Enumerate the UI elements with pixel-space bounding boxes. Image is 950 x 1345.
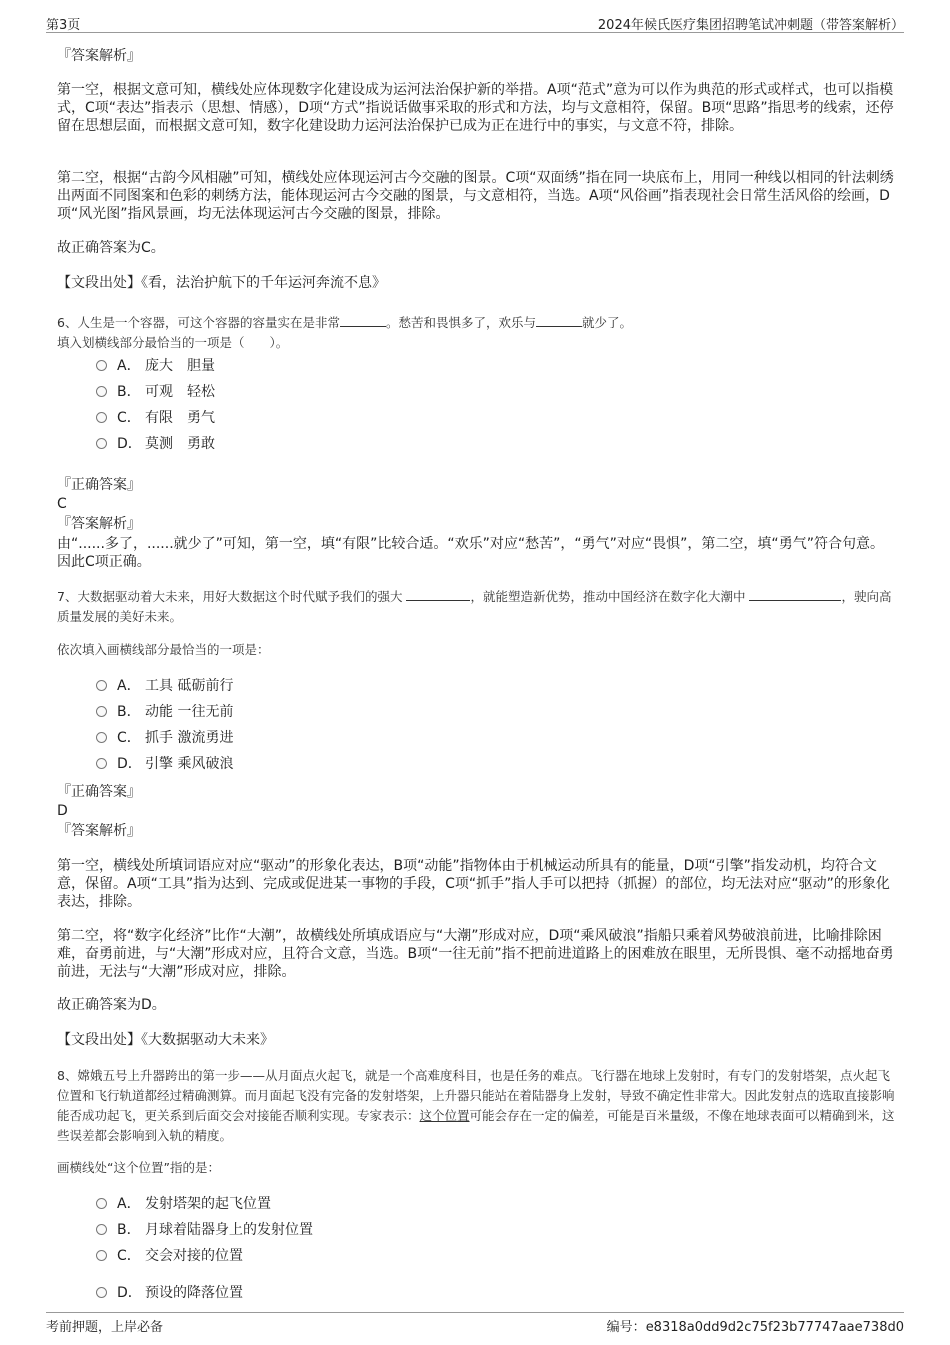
q6-blank-2: [536, 314, 582, 327]
q7-blank-1: [406, 588, 470, 601]
q7-instruction: 依次填入画横线部分最恰当的一项是：: [57, 642, 270, 657]
q8-option-a[interactable]: A． 发射塔架的起飞位置: [96, 1195, 271, 1213]
q5-source: 【文段出处】《看，法治护航下的千年运河奔流不息》: [57, 275, 386, 291]
q6-option-a[interactable]: A． 庞大 胆量: [96, 357, 215, 375]
q8-option-c[interactable]: C． 交会对接的位置: [96, 1247, 243, 1265]
q5-analysis-para2: 第二空，根据“古韵今风相融”可知，横线处应体现运河古今交融的图景。C项“双面绣”指在同一块底布上，用同一种线以相同的针法刺绣出两面不同图案和色彩的刺绣方法，能体现运河古今交融的图景，与文意相符，当选。A项“风俗画”指表现社会日常生活风俗的绘画，D项“风光图”指风景画，均无法体现运河古今交融的图景，排除。: [57, 170, 894, 222]
q7-analysis-label: 『答案解析』: [57, 823, 141, 839]
q7-answer-label: 『正确答案』: [57, 784, 141, 800]
radio-icon[interactable]: [96, 360, 107, 371]
radio-icon[interactable]: [96, 386, 107, 397]
radio-icon[interactable]: [96, 758, 107, 769]
q7-option-a[interactable]: A． 工具 砥砺前行: [96, 677, 233, 695]
q7-option-d[interactable]: D． 引擎 乘风破浪: [96, 755, 233, 773]
radio-icon[interactable]: [96, 1224, 107, 1235]
q8-underlined-phrase: 这个位置: [419, 1108, 470, 1123]
document-code: 编号：e8318a0dd9d2c75f23b77747aae738d0: [606, 1320, 904, 1335]
q7-stem: 7、大数据驱动着大未来，用好大数据这个时代赋予我们的强大 ，就能塑造新优势，推动中国经济在数字化大潮中 ，驶向高质量发展的美好未来。: [57, 589, 892, 624]
radio-icon[interactable]: [96, 1250, 107, 1261]
page-number: 第3页: [46, 18, 81, 33]
page-footer: [46, 1312, 904, 1335]
q6-analysis-label: 『答案解析』: [57, 516, 141, 532]
q6-instruction: 填入划横线部分最恰当的一项是（ ）。: [57, 335, 289, 350]
q6-option-d[interactable]: D． 莫测 勇敢: [96, 435, 215, 453]
q6-answer: C: [57, 496, 67, 512]
document-title: 2024年候氏医疗集团招聘笔试冲刺题（带答案解析）: [597, 18, 904, 33]
radio-icon[interactable]: [96, 412, 107, 423]
q6-answer-label: 『正确答案』: [57, 477, 141, 493]
radio-icon[interactable]: [96, 732, 107, 743]
q6-analysis: 由“......多了，......就少了”可知，第一空，填“有限”比较合适。“欢乐”对应“愁苦”，“勇气”对应“畏惧”，第二空，填“勇气”符合句意。因此C项正确。: [57, 536, 884, 570]
q5-analysis-label: 『答案解析』: [57, 48, 141, 64]
q7-answer: D: [57, 803, 68, 819]
radio-icon[interactable]: [96, 1287, 107, 1298]
radio-icon[interactable]: [96, 680, 107, 691]
q6-blank-1: [340, 314, 386, 327]
q7-source: 【文段出处】《大数据驱动大未来》: [57, 1032, 274, 1048]
q6-stem: 6、人生是一个容器，可这个容器的容量实在是非常 。愁苦和畏惧多了，欢乐与 就少了。: [57, 315, 632, 330]
q7-analysis-para2: 第二空，将“数字化经济”比作“大潮”，故横线处所填成语应与“大潮”形成对应，D项“乘风破浪”指船只乘着风势破浪前进，比喻排除困难，奋勇前进，与“大潮”形成对应，且符合文意，当选。B项“一往无前”指不把前进道路上的困难放在眼里，无所畏惧、毫不动摇地奋勇前进，无法与“大潮”形成对应，排除。: [57, 928, 894, 980]
q7-analysis-para1: 第一空，横线处所填词语应对应“驱动”的形象化表达，B项“动能”指物体由于机械运动所具有的能量，D项“引擎”指发动机，均符合文意，保留。A项“工具”指为达到、完成或促进某一事物的手段，C项“抓手”指人手可以把持（抓握）的部位，均无法对应“驱动”的形象化表达，排除。: [57, 858, 890, 910]
q5-analysis-para1: 第一空，根据文意可知，横线处应体现数字化建设成为运河法治保护新的举措。A项“范式”意为可以作为典范的形式或样式，也可以指模式，C项“表达”指表示（思想、情感），D项“方式”指说话做事采取的形式和方法，均与文意相符，保留。B项“思路”指思考的线索，还停留在思想层面，而根据文意可知，数字化建设助力运河法治保护已成为正在进行中的事实，与文意不符，排除。: [57, 82, 894, 134]
q7-option-b[interactable]: B． 动能 一往无前: [96, 703, 233, 721]
q8-stem: 8、嫦娥五号上升器跨出的第一步——从月面点火起飞，就是一个高难度科目，也是任务的难点。飞行器在地球上发射时，有专门的发射塔架，点火起飞位置和飞行轨道都经过精确测算。而月面起飞没有完备的发射塔架，上升器只能站在着陆器身上发射，导致不确定性非常大。因此发射点的选取直接影响能否成功起飞，更关系到后面交会对接能否顺利实现。专家表示：这个位置可能会存在一定的偏差，可能是百米量级，不像在地球表面可以精确到米，这些误差都会影响到入轨的精度。: [57, 1068, 895, 1143]
q8-option-b[interactable]: B． 月球着陆器身上的发射位置: [96, 1221, 313, 1239]
radio-icon[interactable]: [96, 438, 107, 449]
footer-slogan: 考前押题，上岸必备: [46, 1320, 164, 1335]
q8-option-d[interactable]: D． 预设的降落位置: [96, 1284, 243, 1302]
q6-option-c[interactable]: C． 有限 勇气: [96, 409, 215, 427]
q8-instruction: 画横线处“这个位置”指的是：: [57, 1160, 220, 1175]
page-header: [46, 12, 904, 33]
q5-conclusion: 故正确答案为C。: [57, 240, 165, 256]
q6-option-b[interactable]: B． 可观 轻松: [96, 383, 215, 401]
q7-conclusion: 故正确答案为D。: [57, 997, 166, 1013]
radio-icon[interactable]: [96, 1198, 107, 1209]
q7-option-c[interactable]: C． 抓手 激流勇进: [96, 729, 233, 747]
radio-icon[interactable]: [96, 706, 107, 717]
q7-blank-2: [749, 588, 841, 601]
